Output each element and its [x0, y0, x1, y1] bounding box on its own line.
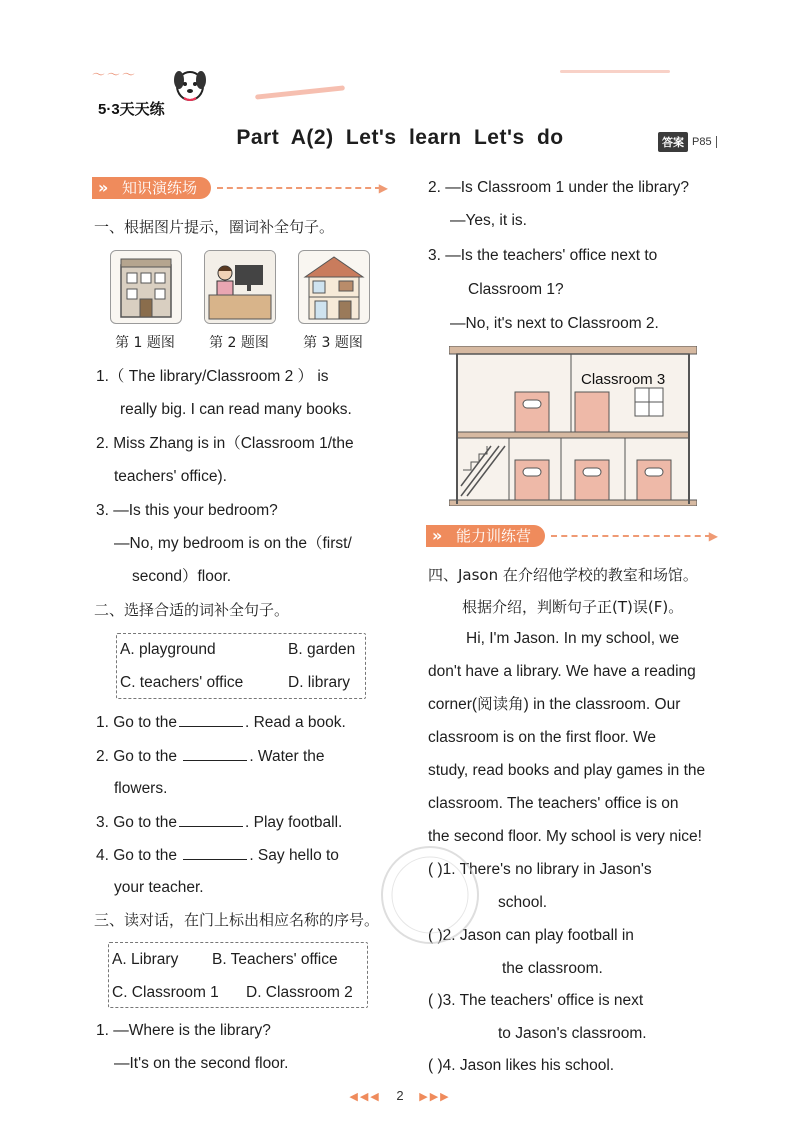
dashed-line [551, 535, 711, 537]
brand-swoosh-decoration: 〜〜〜 [92, 67, 138, 82]
answer-blank[interactable] [183, 845, 247, 860]
school-building-diagram [449, 346, 697, 506]
question-1-line: 2. Miss Zhang is in（Classroom 1/the [96, 435, 354, 452]
dialog-line: 2. —Is Classroom 1 under the library? [428, 179, 690, 196]
door-classroom-3[interactable] [575, 392, 609, 432]
house-cutaway-icon [299, 251, 369, 323]
answer-blank[interactable] [179, 812, 243, 827]
passage-line: corner(阅读角) in the classroom. Our [428, 696, 681, 713]
question-1-heading: 一、根据图片提示，圈词补全句子。 [94, 218, 335, 236]
option-item: B. garden [288, 641, 356, 658]
option-item: C. Classroom 1 [112, 984, 219, 1001]
section-title: 能力训练营 [456, 527, 532, 545]
question-1-line: 1.（ The library/Classroom 2 ） is [96, 368, 329, 385]
section-title: 知识演练场 [122, 179, 198, 197]
answer-reference [658, 132, 717, 152]
question-2-heading: 二、选择合适的词补全句子。 [94, 601, 290, 619]
figure-caption: 第 2 题图 [209, 335, 269, 351]
question-1-line: really big. I can read many books. [120, 401, 352, 418]
fill-blank-line: 2. Go to the . Water the [96, 748, 325, 765]
passage-line: don't have a library. We have a reading [428, 663, 696, 680]
dialog-line: —No, it's next to Classroom 2. [450, 315, 659, 332]
figure-caption: 第 1 题图 [115, 335, 175, 351]
double-chevron-icon: » [432, 526, 443, 545]
figure-house [298, 250, 370, 324]
page-number: 2 [396, 1088, 404, 1103]
brand-logo [92, 60, 232, 118]
watermark-stamp [375, 840, 485, 950]
question-1-line: —No, my bedroom is on the（first/ [114, 535, 352, 552]
question-4-heading: 四、Jason 在介绍他学校的教室和场馆。 [428, 566, 698, 584]
answer-label: 答案 [658, 132, 688, 152]
dialog-line: Classroom 1? [468, 281, 564, 298]
question-3-heading: 三、读对话，在门上标出相应名称的序号。 [94, 911, 380, 929]
arrow-right-icon: ▶▶▶ [419, 1091, 451, 1103]
judgement-line: ( )1. There's no library in Jason's [428, 861, 652, 878]
option-item: D. library [288, 674, 351, 691]
figure-library-building [110, 250, 182, 324]
passage-line: classroom. The teachers' office is on [428, 795, 679, 812]
section-header-practice [92, 176, 388, 200]
passage-line: study, read books and play games in the [428, 762, 706, 779]
option-item: B. Teachers' office [212, 951, 338, 968]
library-building-icon [111, 251, 181, 323]
door-first-floor-2[interactable] [575, 460, 609, 500]
teacher-at-desk-icon [205, 251, 275, 323]
door-library[interactable] [515, 392, 549, 432]
arrow-right-icon: ▶ [378, 181, 388, 195]
judgement-line: ( )2. Jason can play football in [428, 927, 634, 944]
judgement-line: ( )4. Jason likes his school. [428, 1057, 615, 1074]
passage-line: the second floor. My school is very nice! [428, 828, 702, 845]
brand-title: 5·3天天练 [98, 101, 165, 118]
arrow-left-icon: ◀◀◀ [349, 1091, 381, 1103]
judgement-line: school. [498, 894, 548, 911]
door-first-floor-1[interactable] [515, 460, 549, 500]
page-title: Part A(2) Let's learn Let's do [236, 126, 564, 149]
section-header-ability [426, 524, 718, 548]
fill-blank-line: flowers. [114, 780, 168, 797]
dialog-line: 1. —Where is the library? [96, 1022, 271, 1039]
question-1-line: teachers' office). [114, 468, 227, 485]
option-item: A. playground [120, 641, 216, 658]
judgement-line: the classroom. [502, 960, 603, 977]
dialog-line: —It's on the second floor. [114, 1055, 289, 1072]
arrow-right-icon: ▶ [708, 529, 718, 543]
dialog-line: 3. —Is the teachers' office next to [428, 247, 658, 264]
mascot-dog-icon [170, 62, 210, 110]
option-item: A. Library [112, 951, 179, 968]
figure-teacher-office [204, 250, 276, 324]
dashed-line [217, 187, 381, 189]
fill-blank-line: 1. Go to the . Read a book. [96, 714, 346, 731]
fill-blank-line: 4. Go to the . Say hello to [96, 847, 339, 864]
question-4-heading: 根据介绍，判断句子正(T)误(F)。 [462, 598, 684, 616]
answer-page: P85 [692, 136, 717, 148]
decorative-stroke [255, 85, 345, 99]
decorative-stroke [560, 70, 670, 73]
page-footer [0, 1088, 800, 1103]
question-1-figures [108, 250, 370, 360]
answer-blank[interactable] [179, 712, 243, 727]
figure-caption: 第 3 题图 [303, 335, 363, 351]
option-item: C. teachers' office [120, 674, 244, 691]
fill-blank-line: your teacher. [114, 879, 204, 896]
dialog-line: —Yes, it is. [450, 212, 527, 229]
judgement-line: ( )3. The teachers' office is next [428, 992, 644, 1009]
double-chevron-icon: » [98, 178, 109, 197]
question-1-line: 3. —Is this your bedroom? [96, 502, 278, 519]
fill-blank-line: 3. Go to the . Play football. [96, 814, 343, 831]
answer-blank[interactable] [183, 746, 247, 761]
door-first-floor-3[interactable] [637, 460, 671, 500]
judgement-line: to Jason's classroom. [498, 1025, 647, 1042]
passage-line: classroom is on the first floor. We [428, 729, 656, 746]
passage-line: Hi, I'm Jason. In my school, we [466, 630, 680, 647]
question-1-line: second）floor. [132, 568, 232, 585]
building-label: Classroom 3 [581, 371, 666, 388]
option-item: D. Classroom 2 [246, 984, 353, 1001]
